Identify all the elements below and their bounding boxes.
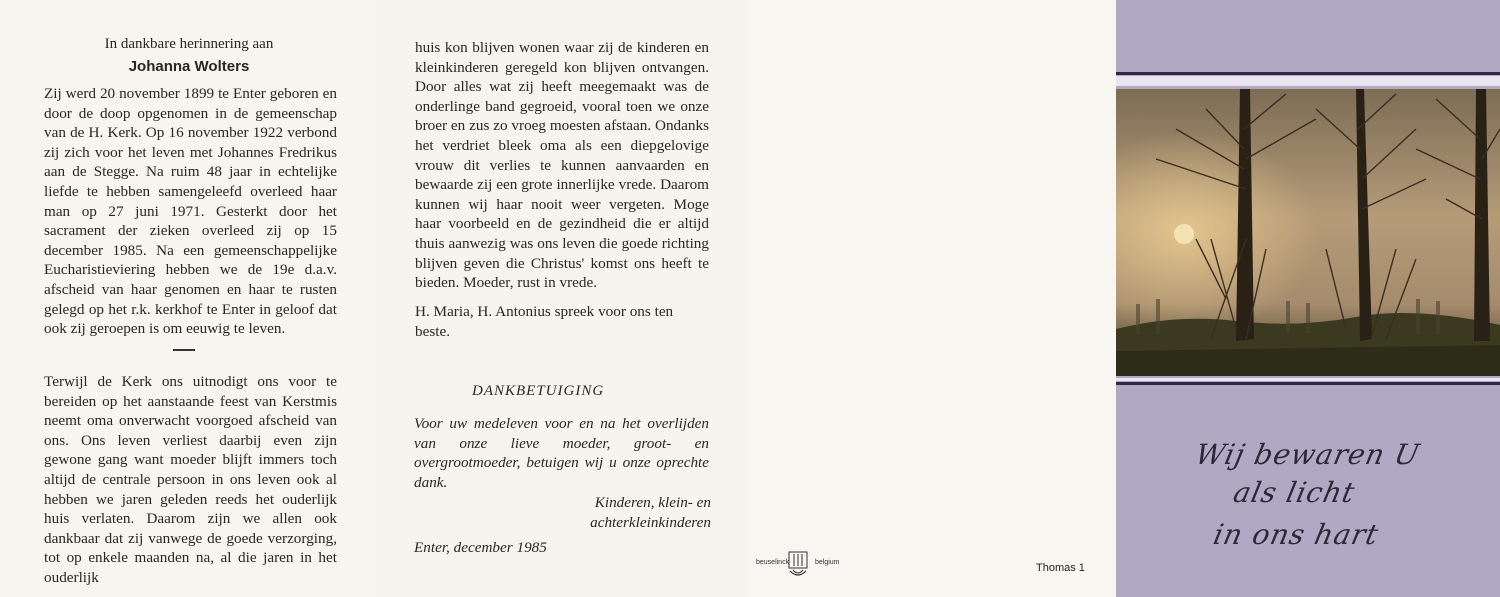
publisher-logo	[756, 549, 842, 581]
prayer-text: H. Maria, H. Antonius spreek voor ons ten beste.	[415, 303, 674, 340]
logo-right-text: belgium	[815, 559, 840, 566]
bottom-light-stripe	[1116, 378, 1500, 381]
memorial-middle-panel	[376, 0, 750, 597]
sunset-trees-photo	[1116, 89, 1500, 376]
deceased-name: Johanna Wolters	[128, 58, 250, 75]
back-panel	[750, 0, 1116, 597]
memorial-heading: In dankbare herinnering aan	[104, 36, 274, 52]
cover-panel	[1116, 0, 1500, 597]
reflection-paragraph: Terwijl de Kerk ons uitnodigt ons voor te bereiden op het aanstaande feest van Kerstmis neemt oma onverwacht voorgoed afscheid van ons. Ons leven verliest daarbij even zijn gewone gang want moeder blijft immers toch altijd de centrale persoon in ons leven ook al hebben we jaren geleden reeds het ouderlijk huis verlaten. Daarom zijn we allen ook dankbaar dat zij vanwege de goede verzorging, tot op enkele maanden na, al die jaren in het ouderlijk	[44, 373, 337, 586]
top-light-stripe	[1116, 76, 1500, 86]
memorial-left-panel	[0, 0, 376, 597]
signature	[506, 493, 711, 532]
print-code: Thomas 1	[1036, 562, 1085, 574]
cover-script-line-2: als licht	[1230, 476, 1359, 509]
continuation-paragraph: huis kon blijven wonen waar zij de kinderen en kleinkinderen geregeld kon blijven ontvangen. Door alles wat zij heeft meegemaakt was de onderlinge band gegroeid, vooral toen we onze broer en zus zo vroeg moesten afstaan. Ondanks het verdriet bleek oma als een diepgelovige vrouw dit verlies te kunnen aanvaarden en bewaarde zij een grote innerlijke vrede. Daarom kunnen wij haar nooit weer vergeten. Moge haar voorbeeld en de gezindheid die er altijd thuis aanwezig was ons leven die goede richting blijven geven die Christus' komst ons heeft te bieden. Moeder, rust in vrede.	[415, 39, 709, 292]
section-divider	[173, 349, 195, 351]
logo-left-text: beuselinck	[756, 559, 790, 566]
top-dark-stripe	[1116, 72, 1500, 75]
cover-script-line-3: in ons hart	[1210, 518, 1382, 551]
signature-line-1: Kinderen, klein- en	[594, 494, 711, 511]
place-date: Enter, december 1985	[414, 539, 547, 556]
bottom-dark-stripe	[1116, 382, 1500, 385]
thanks-text: Voor uw medeleven voor en na het overlijden van onze lieve moeder, groot- en overgrootmoeder, betuigen wij u onze oprechte dank.	[414, 415, 709, 491]
thanks-title: DANKBETUIGING	[472, 383, 605, 399]
cover-script-line-1: Wij bewaren U	[1192, 438, 1423, 471]
signature-line-2: achterkleinkinderen	[590, 513, 711, 531]
biography-paragraph: Zij werd 20 november 1899 te Enter geboren en door de doop opgenomen in de gemeenschap van de H. Kerk. Op 16 november 1922 verbond zij zich voor het leven met Johannes Fredrikus aan de Stegge. Na ruim 48 jaar in echtelijke liefde te hebben samengeleefd overleed haar man op 27 juni 1971. Gesterkt door het sacrament der zieken overleed zij op 15 december 1985. Na een gemeenschappelijke Eucharistieviering hebben we de 19e d.a.v. afscheid van haar genomen en haar te rusten gelegd op het r.k. kerkhof te Enter in geloof dat ook zij geroepen is om eeuwig te leven.	[44, 85, 337, 338]
